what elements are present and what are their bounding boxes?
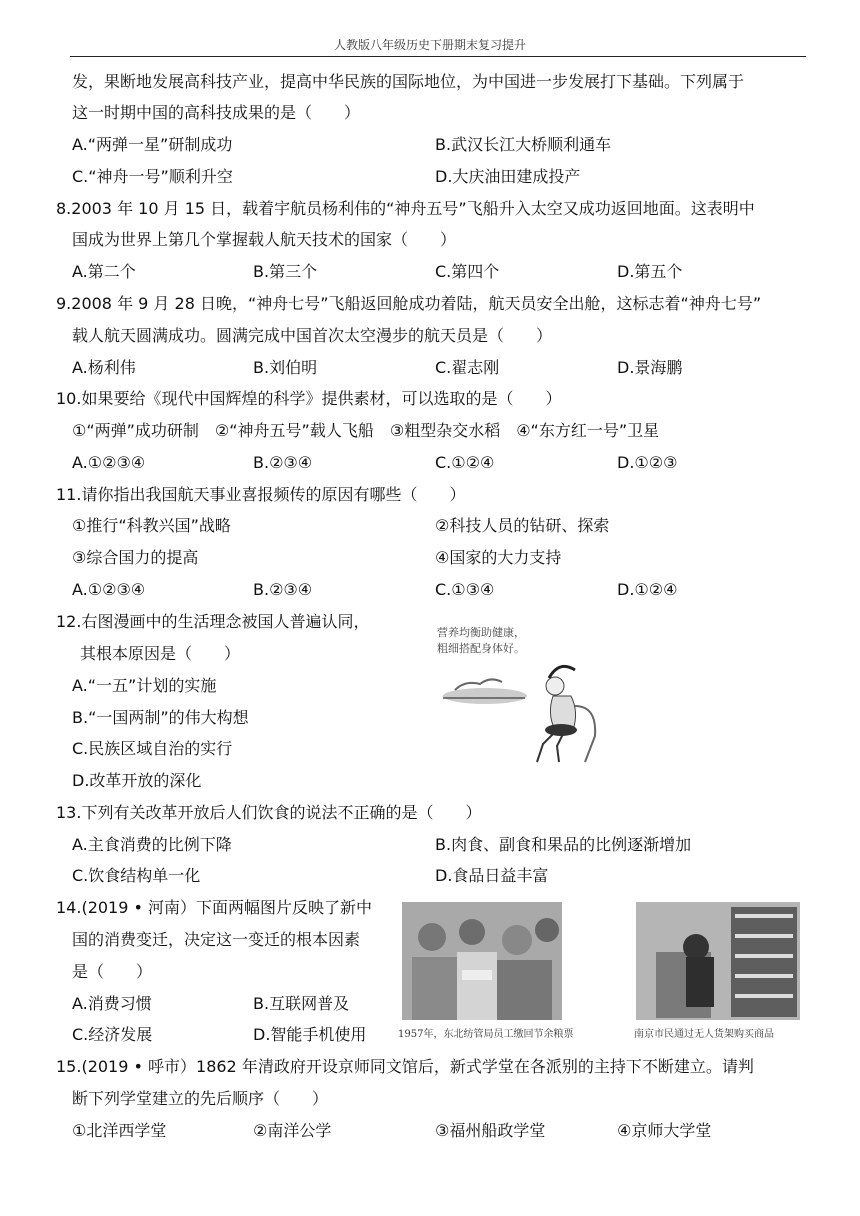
q15-item-1: ①北洋西学堂	[72, 1121, 167, 1140]
q13-option-d: D.食品日益丰富	[435, 866, 549, 885]
q15-item-4: ④京师大学堂	[617, 1121, 712, 1140]
q10-option-b: B.②③④	[253, 453, 313, 472]
q15-stem-line1: 15.(2019 • 呼市）1862 年清政府开设京师同文馆后，新式学堂在各派别的主持下不断建立。请判	[56, 1057, 754, 1076]
q11-option-d: D.①②④	[617, 580, 678, 599]
q7-stem-line2: 这一时期中国的高科技成果的是（ ）	[72, 103, 361, 122]
q9-option-a: A.杨利伟	[72, 358, 136, 377]
q14-stem-line1: 14.(2019 • 河南）下面两幅图片反映了新中	[56, 898, 373, 917]
q10-option-c: C.①②④	[435, 453, 495, 472]
q12-option-b: B.“一国两制”的伟大构想	[72, 708, 249, 727]
q7-stem-line1: 发，果断地发展高科技产业，提高中华民族的国际地位，为中国进一步发展打下基础。下列属于	[72, 72, 745, 91]
q9-option-c: C.翟志刚	[435, 358, 500, 377]
nutrition-cartoon	[425, 618, 615, 778]
q13-option-a: A.主食消费的比例下降	[72, 835, 232, 854]
q12-stem-line2: 其根本原因是（ ）	[80, 644, 241, 663]
q12-stem-line1: 12.右图漫画中的生活理念被国人普遍认同，	[56, 612, 370, 631]
q10-items: ①“两弹”成功研制 ②“神舟五号”载人飞船 ③粗型杂交水稻 ④“东方红一号”卫星	[72, 421, 660, 440]
q7-option-c: C.“神舟一号”顺利升空	[72, 167, 233, 186]
cartoon-caption-line2: 粗细搭配身体好。	[437, 642, 525, 655]
q8-option-c: C.第四个	[435, 262, 500, 281]
q13-option-b: B.肉食、副食和果品的比例逐渐增加	[435, 835, 692, 854]
q9-stem-line2: 载人航天圆满成功。圆满完成中国首次太空漫步的航天员是（ ）	[72, 326, 553, 345]
q11-item-1: ①推行“科教兴国”战略	[72, 516, 231, 535]
q14-stem-line3: 是（ ）	[72, 962, 153, 981]
woman-eating-illustration	[425, 618, 615, 778]
cartoon-caption-line1: 营养均衡助健康，	[437, 626, 525, 639]
q15-stem-line2: 断下列学堂建立的先后顺序（ ）	[72, 1089, 329, 1108]
q14-option-a: A.消费习惯	[72, 994, 152, 1013]
q11-item-2: ②科技人员的钻研、探索	[435, 516, 610, 535]
q7-option-a: A.“两弹一星”研制成功	[72, 135, 233, 154]
q10-stem: 10.如果要给《现代中国辉煌的科学》提供素材，可以选取的是（ ）	[56, 389, 562, 408]
crowd-photo-illustration	[402, 902, 562, 1020]
q12-option-c: C.民族区域自治的实行	[72, 739, 233, 758]
photo-unmanned-shelf	[636, 902, 800, 1020]
page-header: 人教版八年级历史下册期末复习提升	[333, 38, 526, 52]
q9-option-b: B.刘伯明	[253, 358, 318, 377]
q11-item-3: ③综合国力的提高	[72, 548, 199, 567]
q11-option-b: B.②③④	[253, 580, 313, 599]
q15-item-3: ③福州船政学堂	[435, 1121, 546, 1140]
photo-2-caption: 南京市民通过无人货架购买商品	[634, 1029, 774, 1040]
q7-option-d: D.大庆油田建成投产	[435, 167, 581, 186]
photo-1-caption: 1957年，东北纺管局员工缴回节余粮票	[398, 1029, 574, 1040]
q12-option-d: D.改革开放的深化	[72, 771, 202, 790]
q7-option-b: B.武汉长江大桥顺利通车	[435, 135, 612, 154]
q13-stem: 13.下列有关改革开放后人们饮食的说法不正确的是（ ）	[56, 803, 482, 822]
q14-option-b: B.互联网普及	[253, 994, 350, 1013]
q15-item-2: ②南洋公学	[253, 1121, 332, 1140]
q14-stem-line2: 国的消费变迁，决定这一变迁的根本因素	[72, 930, 361, 949]
shelf-photo-illustration	[636, 902, 800, 1020]
photo-1957-grain-tickets	[402, 902, 562, 1020]
q14-option-c: C.经济发展	[72, 1025, 153, 1044]
q10-option-d: D.①②③	[617, 453, 678, 472]
header-divider	[70, 56, 806, 57]
q9-option-d: D.景海鹏	[617, 358, 683, 377]
q14-option-d: D.智能手机使用	[253, 1025, 367, 1044]
q10-option-a: A.①②③④	[72, 453, 146, 472]
q11-option-a: A.①②③④	[72, 580, 146, 599]
q11-option-c: C.①③④	[435, 580, 495, 599]
q8-option-b: B.第三个	[253, 262, 318, 281]
q8-stem-line1: 8.2003 年 10 月 15 日，载着宇航员杨利伟的“神舟五号”飞船升入太空又成功返回地面。这表明中	[56, 199, 755, 218]
q13-option-c: C.饮食结构单一化	[72, 866, 201, 885]
q12-option-a: A.“一五”计划的实施	[72, 676, 217, 695]
q8-option-d: D.第五个	[617, 262, 683, 281]
q8-stem-line2: 国成为世界上第几个掌握载人航天技术的国家（ ）	[72, 230, 457, 249]
q11-stem: 11.请你指出我国航天事业喜报频传的原因有哪些（ ）	[56, 485, 466, 504]
q9-stem-line1: 9.2008 年 9 月 28 日晚，“神舟七号”飞船返回舱成功着陆，航天员安全出舱，这标志着“神舟七号”	[56, 294, 762, 313]
q11-item-4: ④国家的大力支持	[435, 548, 562, 567]
q8-option-a: A.第二个	[72, 262, 136, 281]
